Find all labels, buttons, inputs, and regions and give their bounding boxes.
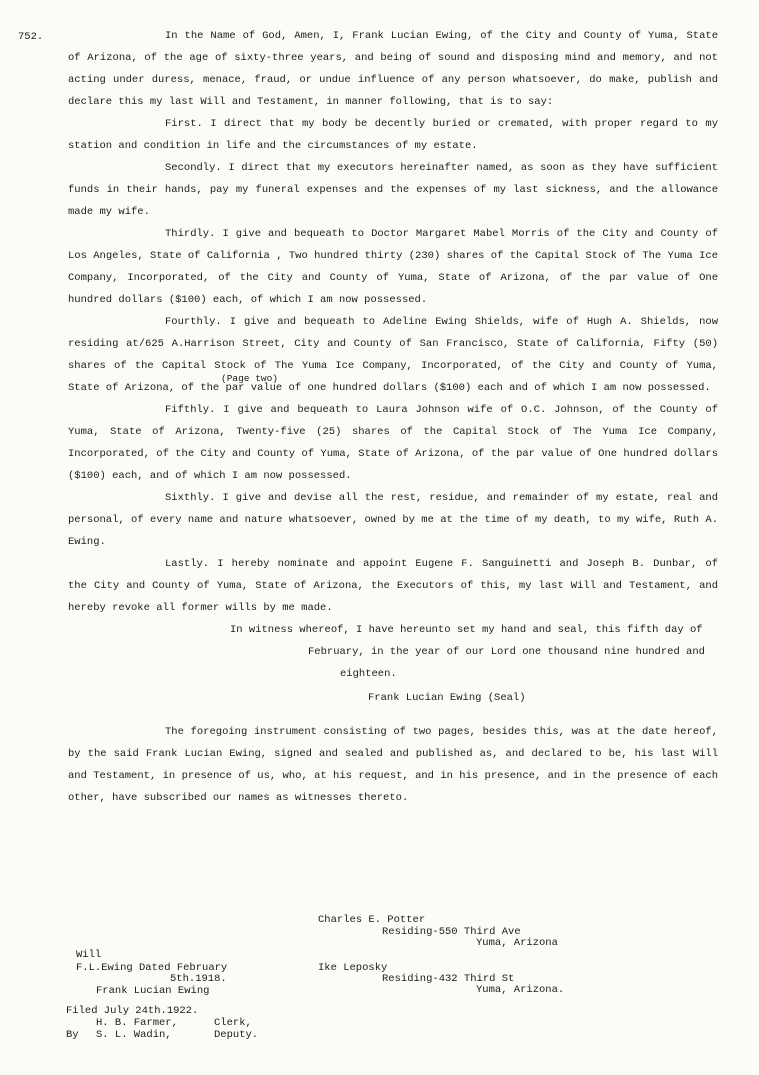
clerk-name: H. B. Farmer, <box>96 1017 178 1029</box>
by-label: By <box>66 1029 79 1041</box>
endorsement-line1: F.L.Ewing Dated February <box>76 962 228 974</box>
witness-1-residing: Residing-550 Third Ave <box>382 926 521 938</box>
clerk-title: Clerk, <box>214 1017 252 1029</box>
third-clause: Thirdly. I give and bequeath to Doctor Margaret Mabel Morris of the City and County of Los Angeles, State of California , Two hundred thirty (230) shares of the Capital Stock of The Yuma Ice Company, Incorporated, of the City and County of Yuma, State of Arizona, of the par value of One hundred dollars ($100) each, of which I am now possessed. <box>68 228 718 306</box>
will-body <box>68 25 718 809</box>
deputy-title: Deputy. <box>214 1029 259 1041</box>
fifth-clause: Fifthly. I give and bequeath to Laura Johnson wife of O.C. Johnson, of the County of Yuma, State of Arizona, Twenty-five (25) shares of the Capital Stock of The Yuma Ice Company, Incorporated, of the City and County of Yuma, State of Arizona, of the par value of One hundred dollars ($100) each, and of which I am now possessed. <box>68 404 718 482</box>
testator-signature: Frank Lucian Ewing (Seal) <box>368 692 526 704</box>
witness-clause-line3: eighteen. <box>340 668 397 680</box>
deputy-name: S. L. Wadin, <box>96 1029 172 1041</box>
endorsement-title: Will <box>76 949 102 961</box>
last-clause: Lastly. I hereby nominate and appoint Eugene F. Sanguinetti and Joseph B. Dunbar, of the City and County of Yuma, State of Arizona, the Executors of this, my last Will and Testament, and hereby revoke all former wills by me made. <box>68 558 718 614</box>
endorsement-line2: 5th.1918. <box>170 973 227 985</box>
witness-1-name: Charles E. Potter <box>318 914 426 926</box>
witness-2-name: Ike Leposky <box>318 962 388 974</box>
second-clause: Secondly. I direct that my executors hereinafter named, as soon as they have sufficient funds in their hands, pay my funeral expenses and the expenses of my last sickness, and the allowance made my wife. <box>68 162 718 218</box>
witness-1-city: Yuma, Arizona <box>476 937 558 949</box>
endorsement-line3: Frank Lucian Ewing <box>96 985 210 997</box>
page-two-interlineation: (Page two) <box>221 373 279 384</box>
page-number: 752. <box>18 31 44 43</box>
witness-clause-line2: February, in the year of our Lord one thousand nine hundred and <box>308 646 705 658</box>
witness-clause-line1: In witness whereof, I have hereunto set my hand and seal, this fifth day of <box>230 624 703 636</box>
first-clause: First. I direct that my body be decently buried or cremated, with proper regard to my station and condition in life and the circumstances of my estate. <box>68 118 718 152</box>
filed-date: Filed July 24th.1922. <box>66 1005 199 1017</box>
sixth-clause: Sixthly. I give and devise all the rest, residue, and remainder of my estate, real and personal, of every name and nature whatsoever, owned by me at the time of my death, to my wife, Ruth A. Ewing. <box>68 492 718 548</box>
attestation-clause: The foregoing instrument consisting of two pages, besides this, was at the date hereof, by the said Frank Lucian Ewing, signed and sealed and published as, and declared to be, his last Will and Testament, in presence of us, who, at his request, and in his presence, and in the presence of each other, have subscribed our names as witnesses thereto. <box>68 726 718 804</box>
witness-2-city: Yuma, Arizona. <box>476 984 565 996</box>
intro-paragraph: In the Name of God, Amen, I, Frank Lucian Ewing, of the City and County of Yuma, State of Arizona, of the age of sixty-three years, and being of sound and disposing mind and memory, and not acting under duress, menace, fraud, or undue influence of any person whatsoever, do make, publish and declare this my last Will and Testament, in manner following, that is to say: <box>68 30 718 108</box>
fourth-clause: Fourthly. I give and bequeath to Adeline Ewing Shields, wife of Hugh A. Shields, now residing at/625 A.Harrison Street, City and County of San Francisco, State of California, Fifty (50) shares of the Capital Stock of The Yuma Ice Company, Incorporated, of the City and County of Yuma, State of Arizona, of the par value of one hundred dollars ($100) each and of which I am now possessed. <box>68 316 718 394</box>
witness-2-residing: Residing-432 Third St <box>382 973 515 985</box>
